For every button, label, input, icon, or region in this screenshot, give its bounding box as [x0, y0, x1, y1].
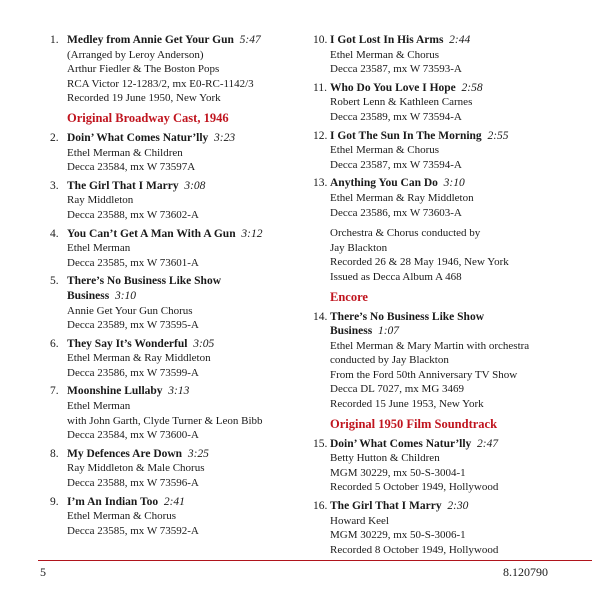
track-title-continued: Business	[330, 325, 373, 338]
track-title-text: Moonshine Lullaby	[67, 385, 163, 398]
track-title	[67, 227, 312, 242]
track-credit-line: Ethel Merman & Ray Middleton	[330, 191, 474, 204]
track-group	[313, 437, 575, 558]
track-group	[50, 33, 312, 106]
track-credit-line: (Arranged by Leroy Anderson)	[67, 48, 204, 61]
track-group	[313, 33, 575, 220]
track-title	[330, 310, 575, 339]
track-credit-line: Decca 23586, mx W 73599-A	[67, 366, 199, 379]
track-title	[330, 176, 575, 191]
track-credit-line: Decca 23585, mx W 73601-A	[67, 256, 199, 269]
track-title-text: There’s No Business Like Show	[330, 310, 485, 323]
track-number: 3.	[50, 179, 59, 192]
track-title	[330, 33, 575, 48]
track-entry	[313, 81, 575, 125]
track-credit-line: Decca DL 7027, mx MG 3469	[330, 383, 465, 396]
track-title-text: Anything You Can Do	[330, 177, 438, 190]
section-heading-broadway: Original Broadway Cast, 1946	[67, 110, 229, 125]
track-credit-line: Ethel Merman	[67, 242, 131, 255]
track-number: 14.	[313, 310, 328, 323]
track-credit-line: MGM 30229, mx 50-S-3006-1	[330, 529, 466, 542]
left-column	[50, 33, 312, 542]
track-title-text: Doin’ What Comes Natur’lly	[330, 437, 472, 450]
track-title	[67, 179, 312, 194]
track-title	[67, 447, 312, 462]
track-title	[67, 274, 312, 303]
track-group	[50, 131, 312, 538]
track-credit-line: conducted by Jay Blackton	[330, 354, 449, 367]
track-number: 2.	[50, 131, 59, 144]
track-number: 9.	[50, 495, 59, 508]
track-duration: 3:23	[214, 131, 236, 144]
track-credit-line: Ethel Merman & Chorus	[330, 144, 440, 157]
track-duration: 3:25	[187, 447, 209, 460]
track-title-text: The Girl That I Marry	[330, 500, 442, 513]
track-entry	[313, 33, 575, 77]
track-title-text: Doin’ What Comes Natur’lly	[67, 131, 209, 144]
track-title	[67, 495, 312, 510]
track-duration: 2:30	[447, 500, 469, 513]
track-credit-line: Recorded 5 October 1949, Hollywood	[330, 481, 499, 494]
track-title-text: There’s No Business Like Show	[67, 275, 222, 288]
section-heading-encore: Encore	[330, 289, 368, 304]
track-entry	[50, 384, 312, 442]
track-duration: 2:58	[461, 81, 483, 94]
track-credit-line: MGM 30229, mx 50-S-3004-1	[330, 466, 466, 479]
track-duration: 3:12	[241, 227, 263, 240]
track-credit-line: Arthur Fiedler & The Boston Pops	[67, 63, 220, 76]
track-title-text: The Girl That I Marry	[67, 179, 179, 192]
track-duration: 2:55	[487, 129, 509, 142]
track-duration: 1:07	[377, 325, 400, 338]
track-title	[330, 437, 575, 452]
track-entry	[50, 227, 312, 271]
track-credit-line: RCA Victor 12-1283/2, mx E0-RC-1142/3	[67, 77, 254, 90]
track-title	[67, 131, 312, 146]
track-credit-line: Decca 23588, mx W 73596-A	[67, 477, 199, 490]
track-title-text: My Defences Are Down	[67, 447, 183, 460]
track-credit-line: with John Garth, Clyde Turner & Leon Bibb	[67, 414, 263, 427]
track-entry	[50, 274, 312, 332]
track-credit-line: From the Ford 50th Anniversary TV Show	[330, 368, 518, 381]
track-number: 6.	[50, 337, 59, 350]
track-title	[330, 499, 575, 514]
track-credit-line: Decca 23584, mx W 73597A	[67, 161, 196, 174]
track-credit-line: Ray Middleton	[67, 194, 134, 207]
track-number: 16.	[313, 500, 328, 513]
note-line: Recorded 26 & 28 May 1946, New York	[330, 256, 509, 269]
track-title	[67, 384, 312, 399]
track-entry	[313, 176, 575, 220]
footer-rule	[38, 560, 592, 561]
track-duration: 3:13	[168, 385, 190, 398]
track-number: 15.	[313, 437, 328, 450]
track-number: 5.	[50, 275, 59, 288]
track-credit-line: Recorded 15 June 1953, New York	[330, 398, 484, 411]
track-entry	[50, 179, 312, 223]
track-credit-line: Recorded 8 October 1949, Hollywood	[330, 543, 499, 556]
track-entry	[50, 33, 312, 106]
track-title-text: They Say It’s Wonderful	[67, 337, 188, 350]
track-credit-line: Ethel Merman	[67, 400, 131, 413]
track-entry	[50, 131, 312, 175]
catalog-number: 8.120790	[503, 565, 548, 579]
track-title	[67, 33, 312, 48]
track-entry	[313, 310, 575, 412]
track-title-continued: Business	[67, 289, 110, 302]
track-title-text: Who Do You Love I Hope	[330, 81, 456, 94]
track-title-text: I’m An Indian Too	[67, 495, 159, 508]
track-credit-line: Ethel Merman & Chorus	[330, 48, 440, 61]
note-line: Issued as Decca Album A 468	[330, 270, 462, 283]
page-number: 5	[40, 565, 46, 579]
track-credit-line: Decca 23589, mx W 73595-A	[67, 319, 199, 332]
track-credit-line: Decca 23588, mx W 73602-A	[67, 208, 199, 221]
broadway-recording-note	[313, 226, 575, 284]
track-number: 12.	[313, 129, 328, 142]
track-number: 1.	[50, 34, 59, 46]
track-duration: 3:10	[443, 177, 465, 190]
track-entry	[50, 337, 312, 381]
track-title-text: I Got Lost In His Arms	[330, 34, 444, 46]
note-line: Orchestra & Chorus conducted by	[330, 227, 481, 240]
track-credit-line: Ethel Merman & Children	[67, 146, 183, 159]
track-entry	[313, 437, 575, 495]
track-duration: 5:47	[239, 34, 261, 46]
track-title	[330, 129, 575, 144]
track-credit-line: Annie Get Your Gun Chorus	[67, 304, 193, 317]
track-credit-line: Decca 23586, mx W 73603-A	[330, 206, 462, 219]
track-number: 4.	[50, 227, 59, 240]
track-credit-line: Ethel Merman & Ray Middleton	[67, 352, 211, 365]
track-title-text: I Got The Sun In The Morning	[330, 129, 482, 142]
track-group	[313, 310, 575, 412]
track-title	[67, 337, 312, 352]
track-credit-line: Ethel Merman & Chorus	[67, 510, 177, 523]
track-duration: 2:41	[163, 495, 185, 508]
track-title-text: You Can’t Get A Man With A Gun	[67, 227, 236, 240]
track-number: 7.	[50, 385, 59, 398]
track-title-text: Medley from Annie Get Your Gun	[67, 34, 234, 46]
track-credit-line: Decca 23589, mx W 73594-A	[330, 110, 462, 123]
track-duration: 3:10	[114, 289, 137, 302]
page-footer	[0, 560, 600, 580]
track-credit-line: Decca 23584, mx W 73600-A	[67, 429, 199, 442]
note-line: Jay Blackton	[330, 241, 388, 254]
track-duration: 2:44	[449, 34, 471, 46]
track-number: 8.	[50, 447, 59, 460]
track-duration: 3:05	[193, 337, 215, 350]
right-column	[313, 33, 575, 561]
track-credit-line: Robert Lenn & Kathleen Carnes	[330, 96, 473, 109]
track-credit-line: Howard Keel	[330, 514, 389, 527]
track-number: 10.	[313, 34, 328, 46]
track-credit-line: Decca 23587, mx W 73593-A	[330, 63, 462, 76]
track-credit-line: Ethel Merman & Mary Martin with orchestra	[330, 339, 530, 352]
track-entry	[313, 499, 575, 557]
section-heading-film: Original 1950 Film Soundtrack	[330, 416, 498, 431]
track-entry	[313, 129, 575, 173]
track-number: 13.	[313, 177, 328, 190]
track-title	[330, 81, 575, 96]
track-credit-line: Recorded 19 June 1950, New York	[67, 92, 221, 105]
track-duration: 2:47	[477, 437, 499, 450]
track-number: 11.	[313, 81, 327, 94]
track-credit-line: Betty Hutton & Children	[330, 452, 440, 465]
track-credit-line: Ray Middleton & Male Chorus	[67, 462, 205, 475]
track-credit-line: Decca 23585, mx W 73592-A	[67, 524, 199, 537]
track-credit-line: Decca 23587, mx W 73594-A	[330, 158, 462, 171]
track-entry	[50, 447, 312, 491]
track-duration: 3:08	[184, 179, 206, 192]
track-entry	[50, 495, 312, 539]
